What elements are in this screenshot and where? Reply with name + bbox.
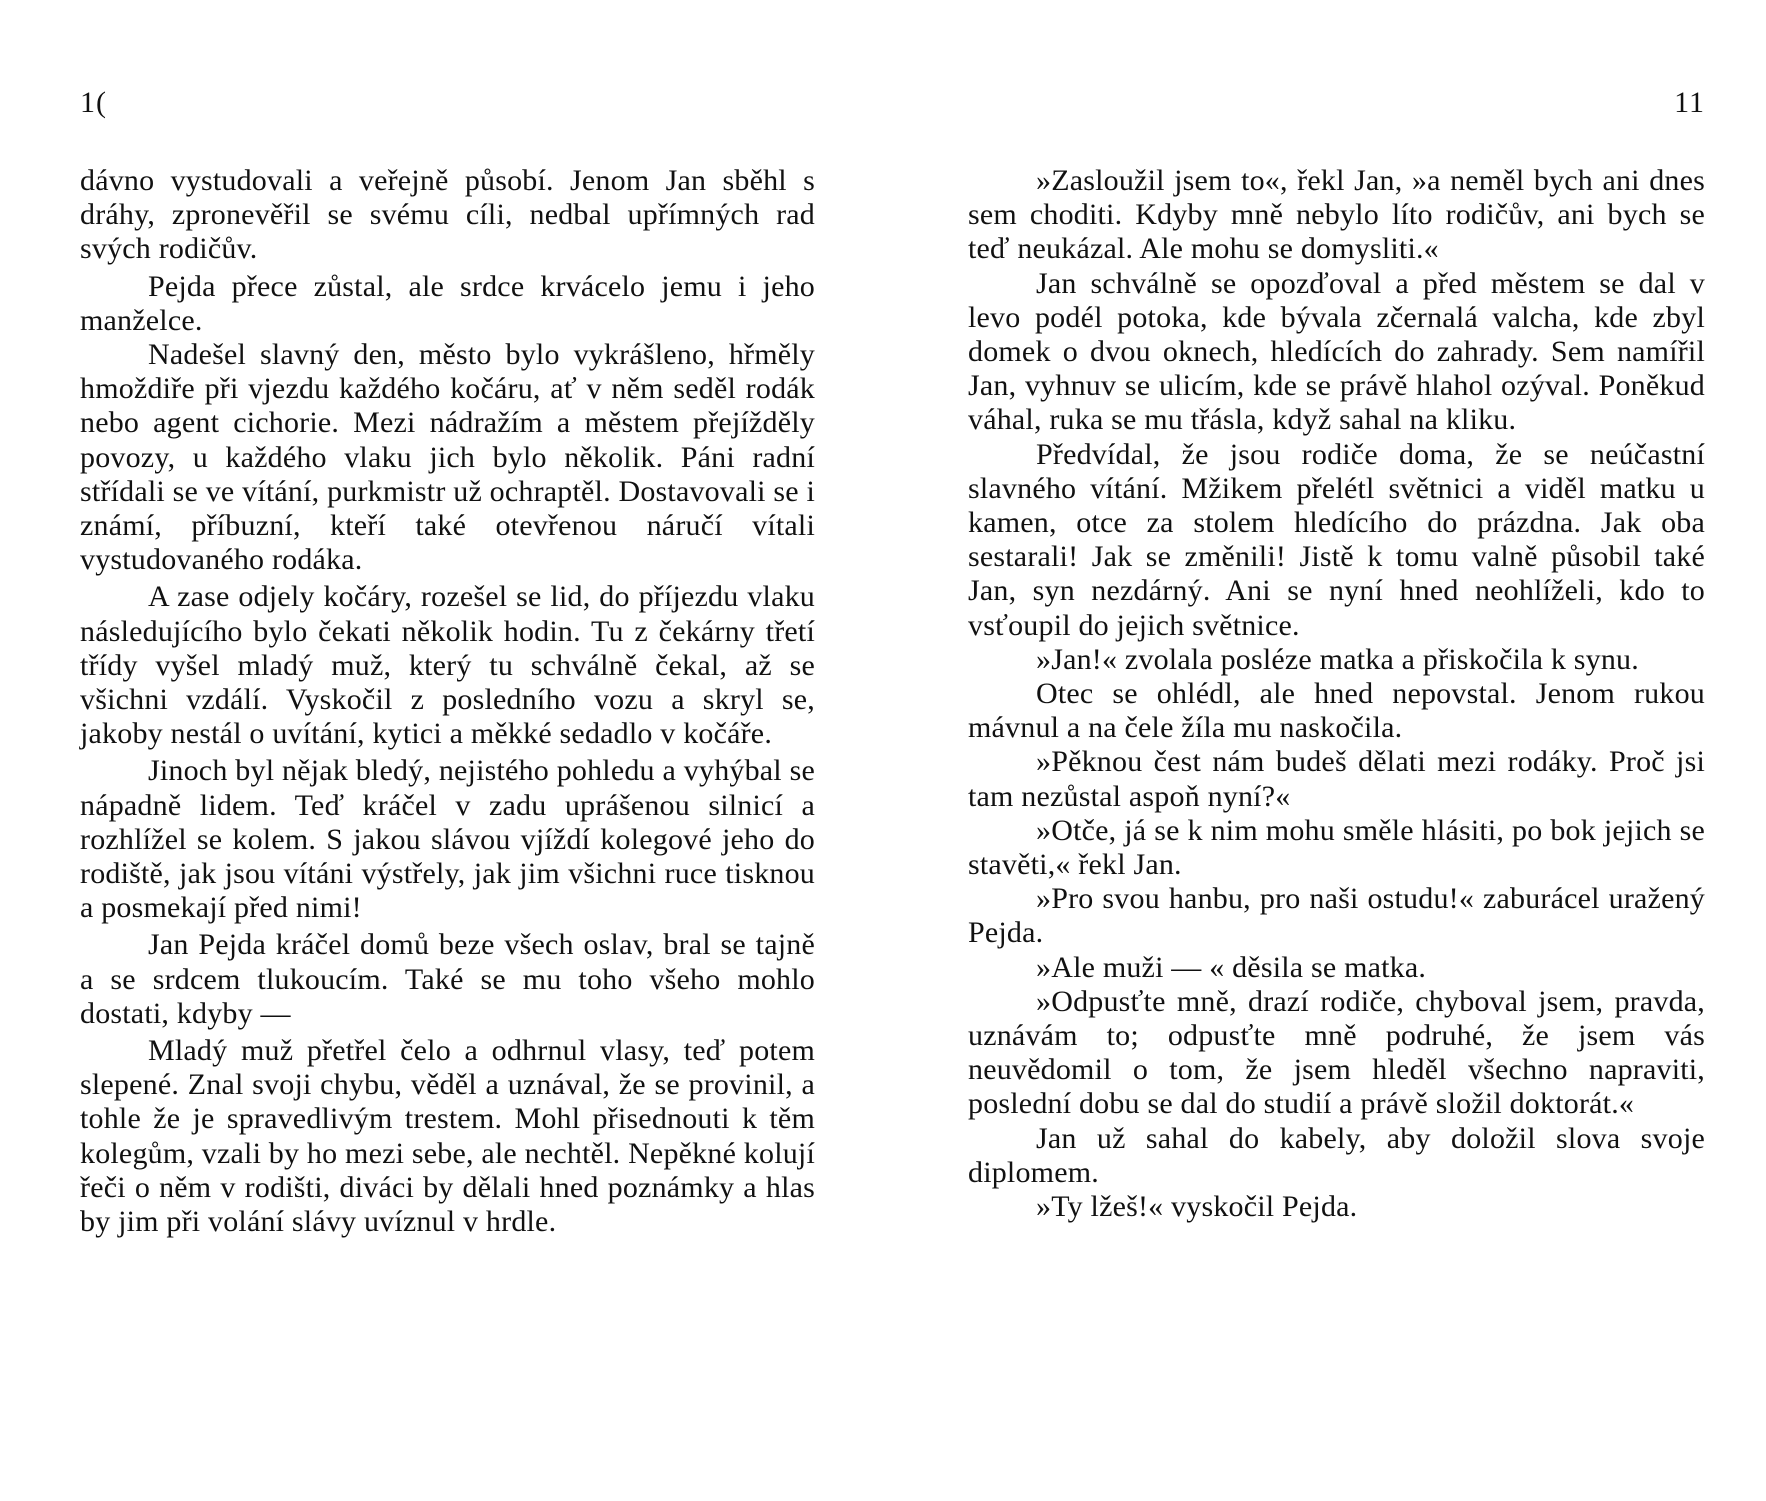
paragraph: Jan schválně se opozďoval a před městem se dal v levo podél potoka, kde bývala zčernalá valcha, kde zbyl domek o dvou oknech, hledících do zahrady. Sem namířil Jan, vyhnuv se ulicím, kde se právě hlahol ozýval. Poněkud váhal, ruka se mu třásla, když sahal na kliku. xyxy=(968,266,1705,437)
paragraph: dávno vystudovali a veřejně působí. Jenom Jan sběhl s dráhy, zpronevěřil se svému cíli, nedbal upřímných rad svých rodičův. xyxy=(80,164,815,266)
paragraph: Otec se ohlédl, ale hned nepovstal. Jenom rukou mávnul a na čele žíla mu naskočila. xyxy=(968,677,1705,745)
paragraph: Jan Pejda kráčel domů beze všech oslav, bral se tajně a se srdcem tlukoucím. Také se mu toho všeho mohlo dostati, kdyby — xyxy=(80,928,815,1030)
page-text xyxy=(80,164,815,1239)
paragraph: »Jan!« zvolala posléze matka a přiskočila k synu. xyxy=(1036,642,1639,676)
paragraph: »Ale muži — « děsila se matka. xyxy=(1036,950,1427,984)
paragraph: »Zasloužil jsem to«, řekl Jan, »a neměl bych ani dnes sem choditi. Kdyby mně nebylo líto rodičův, ani bych se teď neukázal. Ale mohu se domysliti.« xyxy=(968,164,1705,266)
paragraph: Pejda přece zůstal, ale srdce krvácelo jemu i jeho manželce. xyxy=(80,269,815,337)
left-page xyxy=(80,0,815,1501)
paragraph: »Odpusťte mně, drazí rodiče, chyboval jsem, pravda, uznávám to; odpusťte mně podruhé, že jsem vás neuvědomil o tom, že jsem hleděl všechno napraviti, poslední dobu se dal do studií a právě složil doktorát.« xyxy=(968,984,1705,1121)
paragraph: »Pěknou čest nám budeš dělati mezi rodáky. Proč jsi tam nezůstal aspoň nyní?« xyxy=(968,745,1705,813)
right-page xyxy=(968,0,1705,1501)
paragraph: »Otče, já se k nim mohu směle hlásiti, po bok jejich se stavěti,« řekl Jan. xyxy=(968,813,1705,882)
paragraph: Mladý muž přetřel čelo a odhrnul vlasy, teď potem slepené. Znal svoji chybu, věděl a uznával, že se provinil, a tohle že je spravedlivým trestem. Mohl přisednouti k těm kolegům, vzali by ho mezi sebe, ale nechtěl. Nepěkné kolují řeči o něm v rodišti, diváci by dělali hned poznámky a hlas by jim při volání slávy uvíznul v hrdle. xyxy=(80,1034,815,1239)
paragraph: »Ty lžeš!« vyskočil Pejda. xyxy=(1036,1190,1358,1224)
paragraph: Jinoch byl nějak bledý, nejistého pohledu a vyhýbal se nápadně lidem. Teď kráčel v zadu uprášenou silnicí a rozhlížel se kolem. S jakou slávou vjíždí kolegové jeho do rodiště, jak jsou vítáni výstřely, jak jim všichni ruce tisknou a posmekají před nimi! xyxy=(80,754,815,925)
paragraph: Nadešel slavný den, město bylo vykrášleno, hřměly hmoždiře při vjezdu každého kočáru, ať v něm seděl rodák nebo agent cichorie. Mezi nádražím a městem přejížděly povozy, u každého vlaku jich bylo několik. Páni radní střídali se ve vítání, purkmistr už ochraptěl. Dostavovali se i známí, příbuzní, kteří také otevřenou náručí vítali vystudovaného rodáka. xyxy=(80,338,815,577)
page-number: 11 xyxy=(1674,86,1705,119)
page-text xyxy=(968,164,1705,1224)
page-number: 1( xyxy=(80,86,107,119)
paragraph: Předvídal, že jsou rodiče doma, že se neúčastní slavného vítání. Mžikem přelétl světnici a viděl matku u kamen, otce za stolem hledícího do prázdna. Jak oba sestarali! Jak se změnili! Jistě k tomu valně působil také Jan, syn nezdárný. Ani se nyní hned neohlíželi, kdo to vsťoupil do jejich světnice. xyxy=(968,437,1705,642)
paragraph: Jan už sahal do kabely, aby doložil slova svoje diplomem. xyxy=(968,1121,1705,1189)
paragraph: A zase odjely kočáry, rozešel se lid, do příjezdu vlaku následujícího bylo čekati několik hodin. Tu z čekárny třetí třídy vyšel mladý muž, který tu schválně čekal, až se všichni vzdálí. Vyskočil z posledního vozu a skryl se, jakoby nestál o uvítání, kytici a měkké sedadlo v kočáře. xyxy=(80,580,815,751)
paragraph: »Pro svou hanbu, pro naši ostudu!« zaburácel uražený Pejda. xyxy=(968,882,1705,950)
